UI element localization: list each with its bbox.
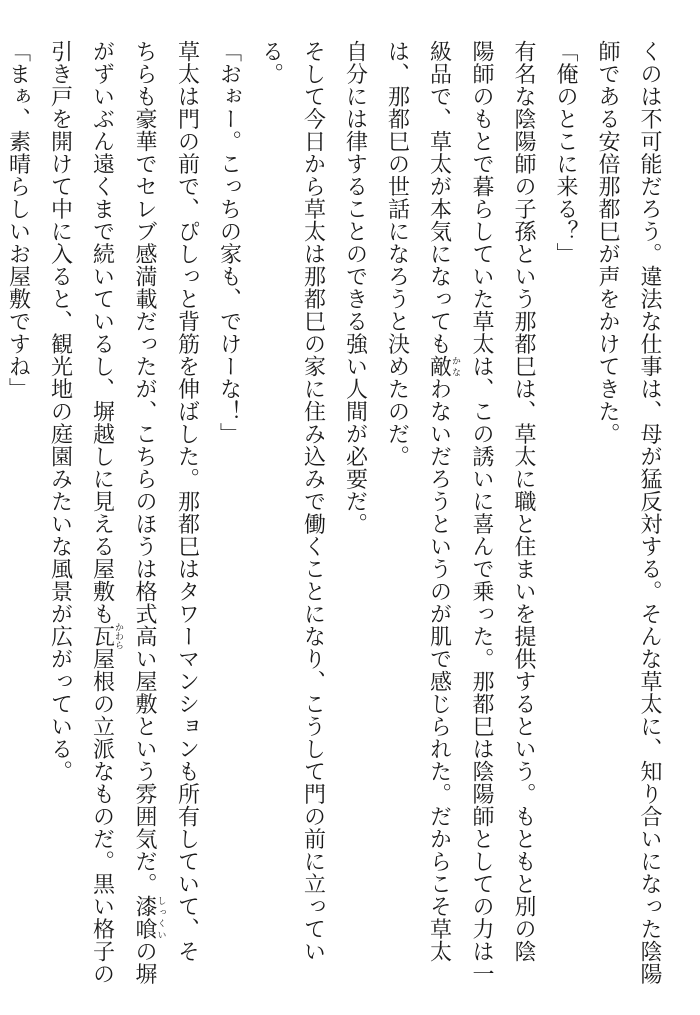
text-line: そして今日から草太は那都巳の家に住み込みで働くことになり、こうして門の前に立ってい [300, 40, 326, 963]
line-segment: 級品で、草太が本気になっても [426, 40, 452, 355]
line-segment: 屋根の立派なものだ。黒い格子の [89, 647, 115, 985]
text-line: 有名な陰陽師の子孫という那都巳は、草太に職と住まいを提供するという。もともと別の陰 [511, 40, 536, 963]
text-line: る。 [258, 40, 284, 85]
text-line: 「まぁ、素晴らしいお屋敷ですね」 [5, 40, 31, 400]
text-line [418, 40, 461, 980]
line-segment: がずいぶん遠くまで続いているし、塀越しに見える屋敷も [89, 40, 115, 625]
text-line: は、那都巳の世話になろうと決めたのだ。 [384, 40, 410, 468]
ruby-word [426, 355, 460, 378]
text-line [81, 40, 124, 985]
line-segment: の塀 [132, 940, 157, 985]
text-line: 「おぉー。こっちの家も、でけーな！」 [216, 40, 242, 445]
ruby-reading: しっくい [155, 895, 166, 940]
vertical-text-body [0, 40, 670, 985]
text-line: 草太は門の前で、ぴしっと背筋を伸ばした。那都巳はタワーマンションも所有していて、そ [174, 40, 200, 963]
line-segment: わないだろうというのが肌で感じられた。だからこそ草太 [426, 377, 452, 963]
text-line: 引き戸を開けて中に入ると、観光地の庭園みたいな風景が広がっている。 [47, 40, 73, 783]
text-line: くのは不可能だろう。違法な仕事は、母が猛反対する。そんな草太に、知り合いになった陰陽 [637, 40, 662, 985]
ruby-base: 瓦 [89, 622, 115, 650]
text-line: 自分には律することのできる強い人間が必要だ。 [342, 40, 368, 535]
text-line: 陽師のもとで暮らしていた草太は、この誘いに喜んで乗った。那都巳は陰陽師としての力は一 [469, 40, 494, 985]
ruby-base: 敵 [426, 355, 452, 378]
text-line [123, 40, 166, 985]
line-segment: ちらも豪華でセレブ感満載だったが、こちらのほうは格式高い屋敷という雰囲気だ。 [132, 40, 157, 895]
text-line: 師である安倍那都巳が声をかけてきた。 [595, 40, 620, 445]
ruby-word [89, 622, 123, 650]
ruby-reading: かな [450, 355, 460, 378]
ruby-reading: かわら [113, 622, 123, 650]
ruby-base: 漆喰 [132, 895, 157, 940]
text-line: 「俺のとこに来る？」 [553, 40, 578, 265]
ruby-word [132, 895, 166, 940]
